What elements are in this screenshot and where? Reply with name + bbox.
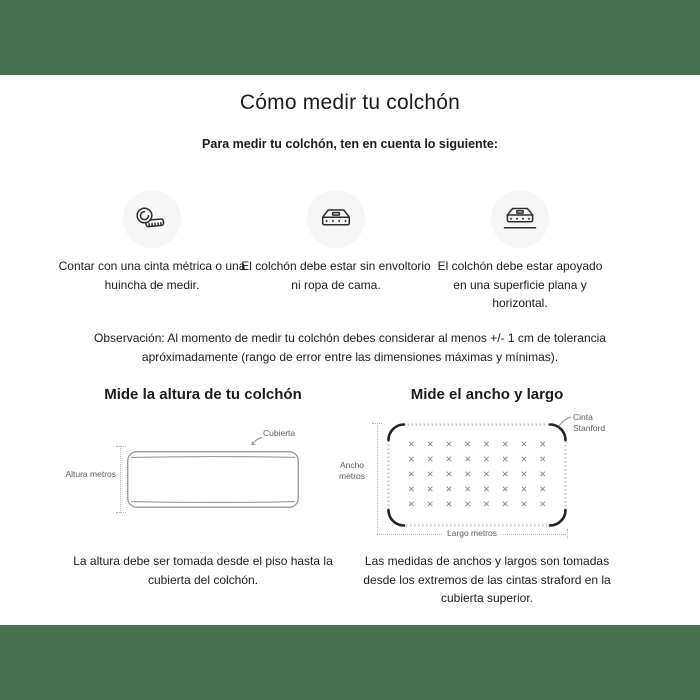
stitch-mark: ✕ — [482, 469, 490, 480]
height-caption: La altura debe ser tomada desde el piso hasta la cubierta del colchón. — [73, 554, 333, 587]
width-measure-label: Ancho metros — [339, 460, 365, 481]
tip-bare-mattress — [241, 190, 431, 294]
page-subtitle: Para medir tu colchón, ten en cuenta lo siguiente: — [202, 137, 498, 151]
stitch-mark: ✕ — [501, 469, 509, 480]
stitch-mark: ✕ — [407, 440, 415, 451]
stitch-mark: ✕ — [501, 499, 509, 510]
stitch-mark: ✕ — [464, 499, 472, 510]
stitch-mark: ✕ — [539, 484, 547, 495]
stitch-mark: ✕ — [482, 440, 490, 451]
stitch-mark: ✕ — [520, 455, 528, 466]
stitch-mark: ✕ — [520, 499, 528, 510]
cover-label: Cubierta — [263, 428, 296, 438]
stitch-grid — [402, 438, 552, 512]
stitch-mark: ✕ — [482, 499, 490, 510]
tip-flat-surface — [430, 190, 610, 313]
height-measure-label: Altura metros — [65, 469, 116, 479]
size-caption: Las medidas de anchos y largos son tomadas desde los extremos de las cintas straford en la cubierta superior. — [363, 554, 611, 606]
stitch-mark: ✕ — [539, 469, 547, 480]
stitch-mark: ✕ — [464, 469, 472, 480]
tip-measuring-tape — [57, 190, 247, 294]
length-bracket-tick-right — [567, 529, 568, 539]
observation-note: Observación: Al momento de medir tu colchón debes considerar al menos +/- 1 cm de tolerancia apróximadamente (rango de error entre las dimensiones máximas y mínimas). — [94, 331, 606, 364]
content-sheet — [0, 75, 700, 625]
tip-text: Contar con una cinta métrica o una huincha de medir. — [58, 259, 246, 292]
width-bracket-line — [377, 423, 378, 534]
stitch-mark: ✕ — [501, 455, 509, 466]
tape-pointer-line — [557, 416, 572, 428]
stitch-mark: ✕ — [464, 484, 472, 495]
stitch-mark: ✕ — [407, 455, 415, 466]
page-title: Cómo medir tu colchón — [239, 91, 461, 114]
tape-label: Cinta Stanford — [573, 412, 606, 433]
stitch-mark: ✕ — [426, 469, 434, 480]
height-bracket-line — [120, 446, 121, 513]
stitch-mark: ✕ — [445, 440, 453, 451]
measuring-tape-icon — [134, 206, 170, 233]
stitch-mark: ✕ — [426, 455, 434, 466]
cover-pointer-arrow-icon — [249, 436, 263, 447]
length-measure-label: Largo metros — [442, 528, 502, 539]
stitch-mark: ✕ — [539, 455, 547, 466]
stitch-mark: ✕ — [445, 455, 453, 466]
mattress-side-view — [127, 451, 299, 508]
icon-circle — [307, 190, 365, 248]
stitch-mark: ✕ — [464, 440, 472, 451]
stitch-mark: ✕ — [501, 484, 509, 495]
stitch-mark: ✕ — [407, 469, 415, 480]
stitch-mark: ✕ — [445, 484, 453, 495]
stitch-mark: ✕ — [539, 499, 547, 510]
stitch-mark: ✕ — [426, 484, 434, 495]
stitch-mark: ✕ — [520, 469, 528, 480]
stitch-mark: ✕ — [482, 455, 490, 466]
height-section-title: Mide la altura de tu colchón — [104, 386, 302, 403]
stitch-mark: ✕ — [520, 440, 528, 451]
mattress-on-surface-icon — [502, 206, 538, 232]
stitch-mark: ✕ — [520, 484, 528, 495]
width-bracket-tick-top — [372, 423, 382, 424]
stitch-mark: ✕ — [482, 484, 490, 495]
stitch-mark: ✕ — [464, 455, 472, 466]
stitch-mark: ✕ — [445, 499, 453, 510]
stitch-mark: ✕ — [501, 440, 509, 451]
tip-text: El colchón debe estar apoyado en una superficie plana y horizontal. — [437, 259, 603, 311]
tip-text: El colchón debe estar sin envoltorio ni ropa de cama. — [241, 259, 431, 292]
icon-circle — [123, 190, 181, 248]
stitch-mark: ✕ — [426, 440, 434, 451]
icon-circle — [491, 190, 549, 248]
stitch-mark: ✕ — [407, 499, 415, 510]
stitch-mark: ✕ — [539, 440, 547, 451]
stitch-mark: ✕ — [407, 484, 415, 495]
height-bracket-tick-bottom — [116, 512, 126, 513]
stitch-mark: ✕ — [445, 469, 453, 480]
stitch-mark: ✕ — [426, 499, 434, 510]
height-bracket-tick-top — [116, 446, 126, 447]
mattress-icon — [318, 208, 354, 230]
size-section-title: Mide el ancho y largo — [410, 386, 564, 403]
